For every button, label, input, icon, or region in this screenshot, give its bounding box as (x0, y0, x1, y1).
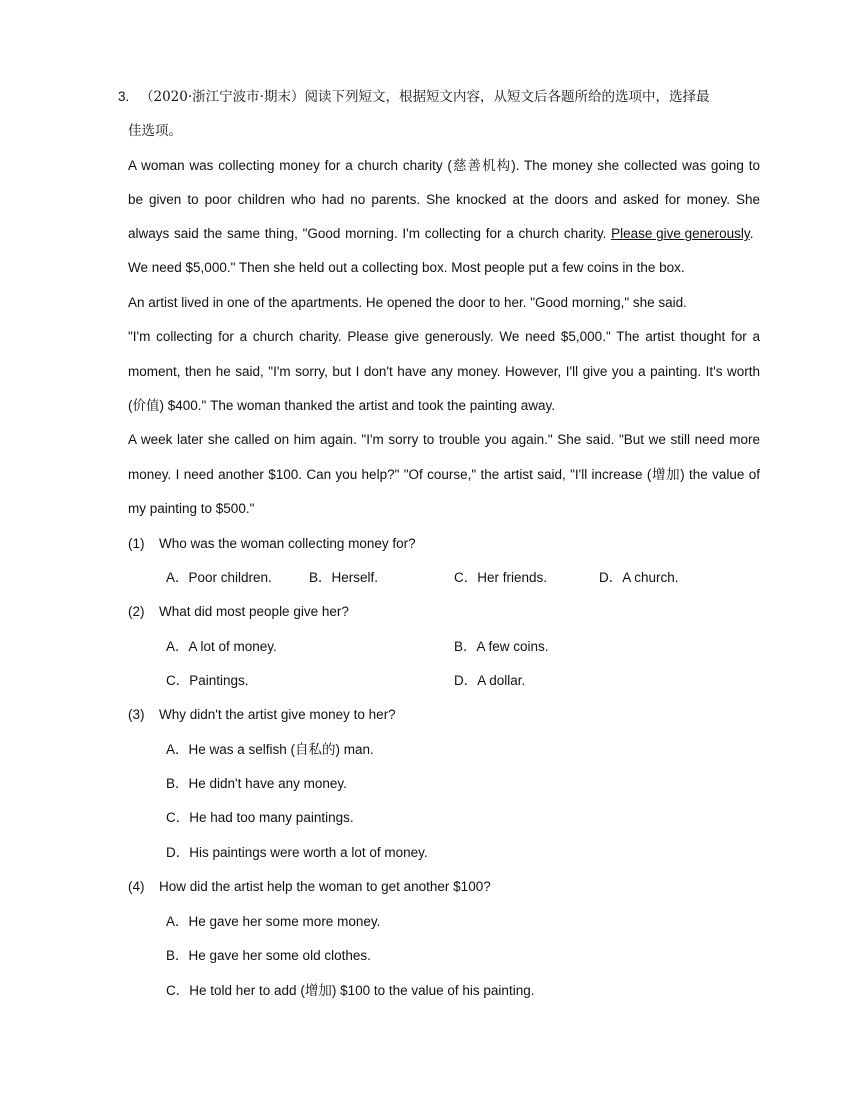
passage-text: always said the same thing, "Good morning. I'm collecting for a church charity. (128, 226, 612, 241)
option-a[interactable]: A．He gave her some more money. (166, 914, 381, 929)
question-instruction-line2: 佳选项。 (128, 123, 182, 139)
passage-line: We need $5,000." Then she held out a collecting box. Most people put a few coins in the box. (128, 260, 685, 275)
question-text: Why didn't the artist give money to her? (159, 707, 396, 722)
passage-line: "I'm collecting for a church charity. Please give generously. We need $5,000." The artist thought for a (128, 329, 760, 344)
question-number: (3) (128, 707, 145, 722)
option-b[interactable]: B．He gave her some old clothes. (166, 948, 371, 963)
question-number: 3. (118, 89, 130, 104)
passage-line: be given to poor children who had no parents. She knocked at the doors and asked for money. She (128, 192, 760, 207)
question-text: What did most people give her? (159, 604, 349, 619)
passage-line: A woman was collecting money for a church charity (慈善机构). The money she collected was going to (128, 158, 760, 173)
option-b[interactable]: B．A few coins. (454, 639, 549, 654)
passage-text: . (749, 226, 754, 241)
option-b[interactable]: B．He didn't have any money. (166, 776, 347, 791)
passage-line: moment, then he said, "I'm sorry, but I don't have any money. However, I'll give you a painting. It's worth (128, 364, 760, 379)
option-d[interactable]: D．A church. (599, 570, 679, 585)
passage-line: money. I need another $100. Can you help?" "Of course," the artist said, "I'll increase (增加) the value of (128, 467, 760, 482)
question-number: (1) (128, 536, 145, 551)
passage-line: An artist lived in one of the apartments. He opened the door to her. "Good morning," she said. (128, 295, 687, 310)
passage-line: my painting to $500." (128, 501, 255, 516)
passage-line: (价值) $400." The woman thanked the artist and took the painting away. (128, 398, 556, 413)
option-a[interactable]: A．He was a selfish (自私的) man. (166, 742, 374, 757)
option-d[interactable]: D．His paintings were worth a lot of money. (166, 845, 428, 860)
option-c[interactable]: C．Paintings. (166, 673, 249, 688)
question-instruction-line1: （2020·浙江宁波市·期末）阅读下列短文，根据短文内容，从短文后各题所给的选项中，选择最 (140, 89, 710, 105)
option-a[interactable]: A．A lot of money. (166, 639, 277, 654)
question-text: How did the artist help the woman to get another $100? (159, 879, 491, 894)
option-c[interactable]: C．He told her to add (增加) $100 to the value of his painting. (166, 983, 535, 998)
option-a[interactable]: A．Poor children. (166, 570, 272, 585)
question-number: (2) (128, 604, 145, 619)
underlined-phrase: Please give generously (611, 226, 750, 241)
question-number: (4) (128, 879, 145, 894)
passage-line: A week later she called on him again. "I'm sorry to trouble you again." She said. "But we still need more (128, 432, 760, 447)
option-c[interactable]: C．Her friends. (454, 570, 548, 585)
option-b[interactable]: B．Herself. (309, 570, 379, 585)
option-d[interactable]: D．A dollar. (454, 673, 526, 688)
passage-line (128, 225, 760, 243)
question-text: Who was the woman collecting money for? (159, 536, 416, 551)
option-c[interactable]: C．He had too many paintings. (166, 810, 354, 825)
